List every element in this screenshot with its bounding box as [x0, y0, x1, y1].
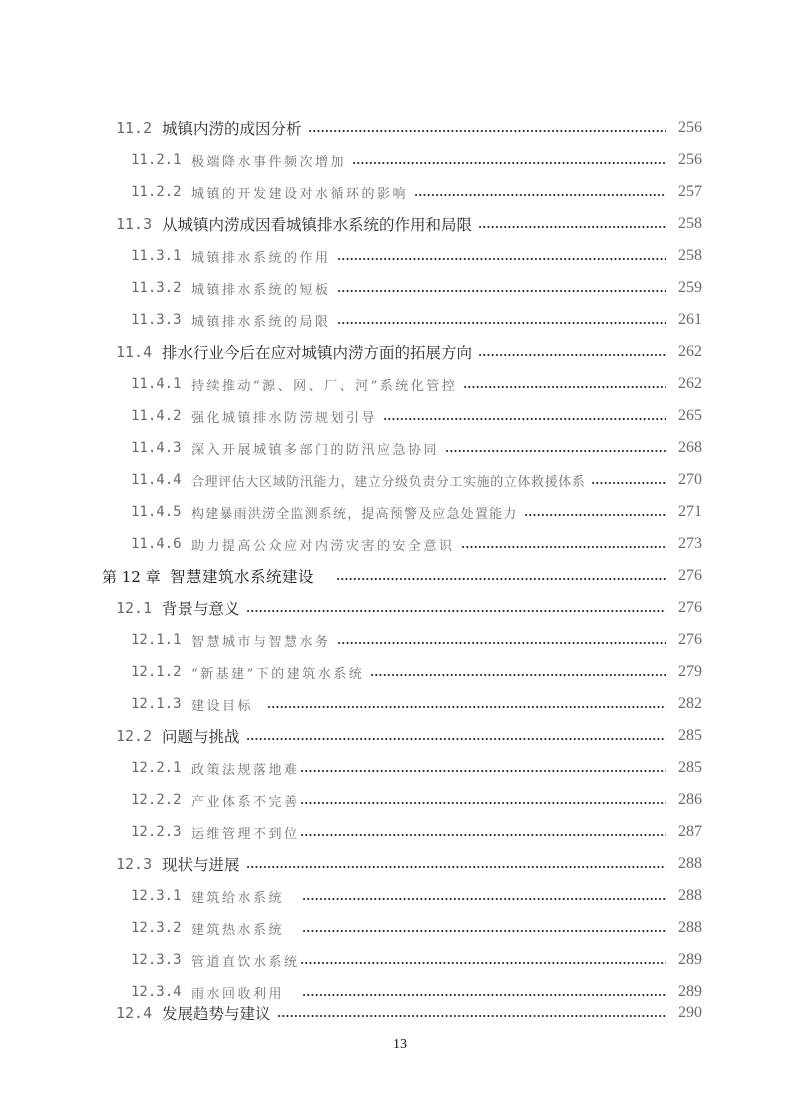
section-number: 12.1.3 — [131, 696, 182, 712]
section-title: 城镇排水系统的作用 — [191, 250, 331, 266]
dot-leader — [337, 290, 666, 292]
section-title: “新基建”下的建筑水系统 — [191, 666, 365, 682]
toc-entry[interactable] — [131, 372, 702, 396]
dot-leader — [300, 802, 666, 804]
section-number: 12.3.3 — [131, 952, 182, 968]
toc-entry[interactable] — [131, 500, 702, 524]
toc-entry[interactable] — [116, 852, 702, 876]
section-title: 城镇的开发建设对水循环的影响 — [191, 186, 409, 202]
toc-entry[interactable] — [131, 692, 702, 716]
page-number: 256 — [678, 119, 702, 136]
section-number: 11.4.3 — [131, 440, 182, 456]
page-number: 259 — [678, 279, 702, 296]
page-number: 289 — [678, 951, 702, 968]
section-number: 11.2.2 — [131, 184, 182, 200]
dot-leader — [246, 866, 666, 868]
page-number: 258 — [678, 215, 702, 232]
page-number: 265 — [678, 407, 702, 424]
page-footer-number: 13 — [393, 1037, 407, 1052]
dot-leader — [383, 418, 666, 420]
section-title: 排水行业今后在应对城镇内涝方面的拓展方向 — [162, 344, 473, 362]
section-number: 12.4 — [116, 1004, 153, 1022]
dot-leader — [445, 450, 666, 452]
page-number: 286 — [678, 791, 702, 808]
page-number: 276 — [678, 567, 702, 584]
section-number: 11.4.2 — [131, 408, 182, 424]
section-number: 12.2.3 — [131, 824, 182, 840]
toc-chapter-entry[interactable] — [102, 564, 702, 588]
section-title: 合理评估大区域防汛能力，建立分级负责分工实施的立体救援体系 — [191, 474, 586, 490]
section-number: 12.3.4 — [131, 984, 182, 1000]
toc-entry[interactable] — [116, 212, 702, 236]
page-number: 258 — [678, 247, 702, 264]
page-number: 287 — [678, 823, 702, 840]
section-title: 产业体系不完善 — [191, 794, 300, 810]
dot-leader — [246, 738, 666, 740]
toc-entry[interactable] — [131, 884, 702, 908]
page-number: 282 — [678, 695, 702, 712]
page-number: 289 — [678, 983, 702, 1000]
dot-leader — [300, 962, 666, 964]
dot-leader — [267, 706, 666, 708]
section-title: 问题与挑战 — [162, 728, 240, 746]
section-number: 11.3.1 — [131, 248, 182, 264]
dot-leader — [337, 642, 666, 644]
section-number: 12.3.1 — [131, 888, 182, 904]
toc-entry[interactable] — [131, 436, 702, 460]
section-number: 12.1 — [116, 599, 153, 617]
section-number: 11.3 — [116, 215, 153, 233]
section-title: 运维管理不到位 — [191, 826, 300, 842]
toc-entry[interactable] — [131, 180, 702, 204]
dot-leader — [302, 994, 666, 996]
section-number: 12.2.1 — [131, 760, 182, 776]
toc-entry[interactable] — [131, 404, 702, 428]
dot-leader — [591, 482, 666, 484]
toc-entry[interactable] — [131, 916, 702, 940]
page-number: 262 — [678, 375, 702, 392]
dot-leader — [463, 386, 666, 388]
section-title: 从城镇内涝成因看城镇排水系统的作用和局限 — [162, 216, 473, 234]
page-number: 285 — [678, 759, 702, 776]
dot-leader — [524, 514, 666, 516]
section-title: 现状与进展 — [162, 856, 240, 874]
page-number: 288 — [678, 887, 702, 904]
page-number: 276 — [678, 599, 702, 616]
page-number: 288 — [678, 919, 702, 936]
section-number: 11.4.1 — [131, 376, 182, 392]
section-title: 背景与意义 — [162, 600, 240, 618]
page-number: 276 — [678, 631, 702, 648]
dot-leader — [308, 130, 666, 132]
toc-entry[interactable] — [116, 340, 702, 364]
section-number: 11.4.4 — [131, 472, 182, 488]
dot-leader — [478, 226, 666, 228]
toc-entry[interactable] — [116, 596, 702, 620]
section-number: 12.3 — [116, 855, 153, 873]
toc-entry[interactable] — [131, 756, 702, 780]
page-number: 288 — [678, 855, 702, 872]
section-title: 管道直饮水系统 — [191, 954, 300, 970]
section-number: 11.4.6 — [131, 536, 182, 552]
section-title: 建设目标 — [191, 698, 254, 714]
toc-entry[interactable] — [116, 116, 702, 140]
toc-entry[interactable] — [131, 532, 702, 556]
page-number: 279 — [678, 663, 702, 680]
dot-leader — [337, 258, 666, 260]
section-title: 助力提高公众应对内涝灾害的安全意识 — [191, 538, 455, 554]
dot-leader — [302, 930, 666, 932]
dot-leader — [246, 610, 666, 612]
toc-entry[interactable] — [131, 788, 702, 812]
dot-leader — [336, 578, 666, 580]
section-title: 持续推动“源、网、厂、河”系统化管控 — [191, 378, 458, 394]
section-number: 11.3.2 — [131, 280, 182, 296]
section-title: 极端降水事件频次增加 — [191, 154, 347, 170]
section-number: 11.3.3 — [131, 312, 182, 328]
page-number: 270 — [678, 471, 702, 488]
page-number: 271 — [678, 503, 702, 520]
page-number: 256 — [678, 151, 702, 168]
section-title: 构建暴雨洪涝全监测系统，提高预警及应急处置能力 — [191, 506, 518, 522]
section-title: 智慧城市与智慧水务 — [191, 634, 331, 650]
section-title: 强化城镇排水防涝规划引导 — [191, 410, 378, 426]
section-title: 城镇排水系统的短板 — [191, 282, 331, 298]
section-number: 11.4.5 — [131, 504, 182, 520]
dot-leader — [300, 834, 666, 836]
section-number: 11.2 — [116, 119, 153, 137]
dot-leader — [300, 770, 666, 772]
toc-entry[interactable] — [131, 948, 702, 972]
section-number: 12.2.2 — [131, 792, 182, 808]
dot-leader — [337, 322, 666, 324]
page-number: 257 — [678, 183, 702, 200]
toc-entry[interactable] — [116, 724, 702, 748]
section-number: 11.2.1 — [131, 152, 182, 168]
toc-entry[interactable] — [131, 276, 702, 300]
toc-entry[interactable] — [131, 308, 702, 332]
toc-entry[interactable] — [131, 244, 702, 268]
section-title: 深入开展城镇多部门的防汛应急协同 — [191, 442, 440, 458]
section-number: 11.4 — [116, 343, 153, 361]
page-number: 273 — [678, 535, 702, 552]
dot-leader — [370, 674, 666, 676]
dot-leader — [478, 354, 666, 356]
toc-entry[interactable] — [131, 660, 702, 684]
page-number: 268 — [678, 439, 702, 456]
page-number: 285 — [678, 727, 702, 744]
toc-entry[interactable] — [116, 1001, 702, 1025]
section-title: 城镇内涝的成因分析 — [162, 120, 302, 138]
section-number: 12.2 — [116, 727, 153, 745]
section-number: 12.1.2 — [131, 664, 182, 680]
section-title: 政策法规落地难 — [191, 762, 300, 778]
section-title: 雨水回收利用 — [191, 986, 285, 1002]
dot-leader — [461, 546, 666, 548]
section-number: 12.3.2 — [131, 920, 182, 936]
toc-entry[interactable] — [131, 468, 702, 492]
dot-leader — [302, 898, 666, 900]
toc-entry[interactable] — [131, 628, 702, 652]
toc-entry[interactable] — [131, 820, 702, 844]
section-title: 建筑给水系统 — [191, 890, 285, 906]
page-number: 261 — [678, 311, 702, 328]
section-title: 城镇排水系统的局限 — [191, 314, 331, 330]
dot-leader — [352, 162, 666, 164]
dot-leader — [414, 194, 666, 196]
toc-entry[interactable] — [131, 148, 702, 172]
page-number: 290 — [678, 1004, 702, 1021]
section-title: 发展趋势与建议 — [162, 1005, 271, 1023]
page-number: 262 — [678, 343, 702, 360]
chapter-number: 第 12 章 — [102, 567, 161, 586]
chapter-title: 智慧建筑水系统建设 — [170, 568, 315, 586]
section-number: 12.1.1 — [131, 632, 182, 648]
dot-leader — [277, 1015, 666, 1017]
section-title: 建筑热水系统 — [191, 922, 285, 938]
